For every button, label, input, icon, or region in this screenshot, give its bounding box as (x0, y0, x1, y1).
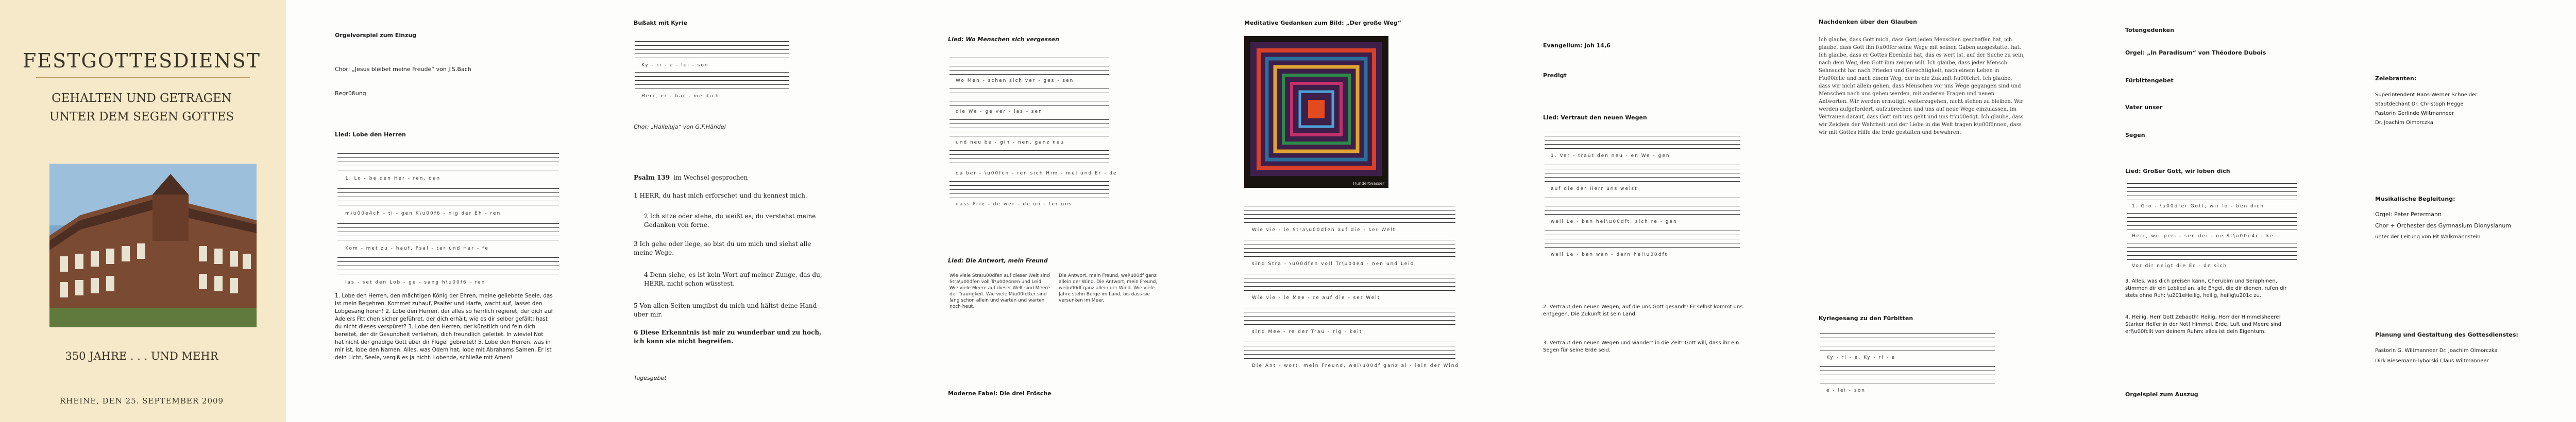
lyrics: Wie vie - le Stra\u00dfen auf die - ser Welt (1252, 227, 1396, 233)
section-heading: Orgelvorspiel zum Einzug (335, 32, 417, 39)
school-building-photo (49, 164, 257, 327)
music-staff (1820, 333, 1995, 352)
music-staff (950, 181, 1109, 200)
lyrics: Wo Men - schen sich ver - ges - sen (956, 78, 1074, 83)
music-staff (337, 257, 559, 276)
music-staff (1545, 198, 1740, 216)
music-staff (1244, 240, 1455, 258)
hymn-title: Lied: Lobe den Herren (335, 131, 406, 138)
hundertwasser-painting (1244, 36, 1388, 188)
credit-line: Stadtdechant Dr. Christoph Hegge (2375, 101, 2464, 107)
music-staff (1244, 274, 1455, 292)
hymn-title: Lied: Großer Gott, wir loben dich (2125, 168, 2230, 174)
verse-text: Die Antwort, mein Freund, wei\u00df ganz allein der Wind. Die Antwort, mein Freund, wei\u00df ganz allein der Wind. Wie viele Jahre stehn Berge im Land, bis dass sie versunken im Meer. (1059, 273, 1158, 303)
credit-line: unter der Leitung von Pit Walkmannstein (2375, 234, 2481, 240)
cover-motto-1: GEHALTEN UND GETRAGEN (52, 92, 232, 105)
hymn-title: Lied: Wo Menschen sich vergessen (948, 36, 1059, 43)
lyrics: e - lei - son (1826, 388, 1866, 393)
psalm-line: 2 Ich sitze oder stehe, du weißt es; du verstehst meine Gedanken von ferne. (644, 213, 816, 228)
lyrics: Vor dir neigt die Er - de sich (2132, 263, 2228, 269)
verse-text: 3. Alles, was dich preisen kann, Cherubim und Seraphinen, stimmen dir ein Loblied an, alle Engel, die dir dienen, rufen dir stets ohne Ruh: \u201eHeilig, heilig, heilig\u201c zu. (2125, 278, 2287, 298)
lyrics: Herr, wir prei - sen dei - ne St\u00e4r - ke (2132, 234, 2274, 239)
psalm-line: 1 HERR, du hast mich erforschet und du kennest mich. (634, 192, 807, 199)
psalm-line: 6 Diese Erkenntnis ist mir zu wunderbar und zu hoch, ich kann sie nicht begreifen. (634, 329, 822, 345)
lyrics: Ky - ri - e - lei - son (641, 63, 709, 68)
credit-line: Pastorin G. Wiltmanneer Dr. Joachim Olmorczka (2375, 348, 2498, 354)
credits-heading: Zelebranten: (2375, 75, 2417, 82)
psalm-line: 3 Ich gehe oder liege, so bist du um mich und siehst alle meine Wege. (634, 240, 811, 256)
music-staff (2127, 243, 2297, 261)
credit-line: Pastorin Gerlinde Wiltmanneer (2375, 111, 2454, 116)
music-staff (635, 72, 789, 91)
psalm-line: 4 Denn siehe, es ist kein Wort auf meiner Zunge, das du, HERR, nicht schon wüsstest. (644, 271, 822, 287)
panel-meditation (1216, 0, 1515, 422)
reflection-text: Ich glaube, dass Gott mich, dass Gott jeden Menschen geschaffen hat, ich glaube, dass Gott ihn f\u00fcr seine Wege mit seinen Gaben ausgestattet hat. Ich glaube, dass er Gottes Ebenbild hat, das es wert ist, auf der Suche zu sein, nach dem Weg, den Gott ihm zeigen will. Ich glaube, dass jeder Mensch Sehnsucht hat nach Frieden und Gerechtigkeit, nach einem Leben in F\u00fclle und nach einem Weg, der in die Zukunft f\u00fchrt. Ich glaube, dass wir nicht allein gehen, dass Menschen vor uns Wege gegangen sind und Menschen nach uns gehen werden, mit anderen Fragen und neuen Antworten. Wir werden ermutigt, weiterzugehen, nicht stehen zu bleiben. Wir werden aufgefordert, aufzubrechen und uns auf neue Wege einzulassen, im Vertrauen darauf, dass Gott mit uns geht und uns tr\u00e4gt. Ich glaube, dass wir Zeichen der Wahrheit und der Liebe in die Welt tragen k\u00f6nnen, dass wir mit Gottes Hilfe die Erde gestalten und bewahren. (1819, 37, 2025, 135)
lyrics: 1. Ver - traut den neu - en We - gen (1551, 153, 1670, 159)
lyrics: und neu be - gin - nen, ganz neu (956, 140, 1065, 145)
section-heading: Begrüßung (335, 90, 366, 97)
panel-order-2 (603, 0, 914, 422)
lyrics: 1. Lo - be den Her - ren, den (345, 176, 441, 181)
panel-order-3 (914, 0, 1216, 422)
section-heading: Chor: „Jesus bleibet meine Freude“ von J.S.Bach (335, 66, 471, 73)
music-staff (635, 41, 789, 60)
lyrics: Ky - ri - e, Ky - ri - e (1826, 355, 1896, 360)
music-staff (1545, 165, 1740, 183)
lyrics: weil Le - ben hei\u00dft: sich re - gen (1551, 219, 1677, 224)
psalm-number: Psalm 139 (634, 174, 670, 181)
music-staff (1545, 231, 1740, 249)
lyrics: auf die der Herr uns weist (1551, 186, 1638, 191)
section-heading: Bußakt mit Kyrie (634, 20, 687, 26)
section-heading: Nachdenken über den Glauben (1819, 19, 1917, 25)
music-staff (950, 119, 1109, 138)
section-heading: Totengedenken (2125, 27, 2174, 33)
section-heading: Segen (2125, 132, 2145, 138)
music-staff (1545, 132, 1740, 150)
music-staff (337, 153, 559, 172)
lyrics: las - set den Lob - ge - sang h\u00f6 - ren (345, 280, 486, 285)
credit-line: Dr. Joachim Olmorczka (2375, 120, 2433, 126)
section-heading: Meditative Gedanken zum Bild: „Der große Weg“ (1244, 20, 1401, 26)
music-staff (337, 188, 559, 207)
lyrics: dass Frie - de wer - de un - ter uns (956, 202, 1073, 207)
cover-title: FESTGOTTESDIENST (22, 49, 261, 72)
lyrics: weil Le - ben wan - dern hei\u00dft (1551, 252, 1668, 257)
psalm-heading (634, 174, 748, 181)
section-heading: Orgel: „In Paradisum“ von Théodore Dubois (2125, 49, 2266, 56)
music-staff (1244, 206, 1455, 224)
section-heading: Vater unser (2125, 104, 2163, 111)
panel-reflection (1783, 0, 2076, 422)
hymn-title: Lied: Vertraut den neuen Wegen (1543, 114, 1647, 121)
music-staff (337, 223, 559, 242)
section-heading: Orgelspiel zum Auszug (2125, 391, 2198, 398)
music-staff (950, 89, 1109, 107)
verse-text: 3. Vertraut den neuen Wegen und wandert in die Zeit! Gott will, dass ihr ein Segen für seine Erde seid. (1543, 340, 1739, 353)
music-staff (1244, 308, 1455, 326)
lyrics: sind Mee - re der Trau - rig - keit (1252, 329, 1363, 335)
panel-order-1 (286, 0, 603, 422)
lyrics: 1. Gro - \u00dfer Gott, wir lo - ben dich (2132, 204, 2264, 209)
psalm-mode: im Wechsel gesprochen (673, 174, 748, 181)
psalm-line: 5 Von allen Seiten umgibst du mich und hältst deine Hand über mir. (634, 302, 817, 318)
lyrics: die We - ge ver - las - sen (956, 109, 1043, 114)
verse-text: Wie viele Stra\u00dfen auf dieser Welt sind Stra\u00dfen voll Tr\u00e4nen und Leid. Wie viele Meere auf dieser Welt sind Meere der Traurigkeit. Wie viele M\u00fctter sind lang schon allein und warten und warten noch heut. (950, 273, 1050, 309)
lyrics: sind Stra - \u00dfen voll Tr\u00e4 - nen und Leid (1252, 261, 1415, 267)
divider (36, 77, 250, 78)
lyrics: Herr, er - bar - me dich (641, 94, 720, 99)
panel-order-4 (1515, 0, 1783, 422)
lyrics: Die Ant - wort, mein Freund, wei\u00df ganz al - lein der Wind (1252, 363, 1460, 368)
lyrics: Wie vie - le Mee - re auf die - ser Welt (1252, 295, 1381, 301)
section-heading: Moderne Fabel: Die drei Frösche (948, 390, 1052, 397)
section-heading: Kyriegesang zu den Fürbitten (1819, 315, 1913, 322)
verse-text: 2. Vertraut den neuen Wegen, auf die uns Gott gesandt! Er selbst kommt uns entgegen. Die Zukunft ist sein Land. (1543, 304, 1743, 317)
section-heading: Chor: „Halleluja“ von G.F.Händel (634, 124, 726, 130)
section-heading: Fürbittengebet (2125, 77, 2174, 84)
verse-text: 4. Heilig, Herr Gott Zebaoth! Heilig, Herr der Himmelsheere! Starker Helfer in der Not! Himmel, Erde, Luft und Meere sind erf\u00fcllt von deinem Ruhm; alles ist dein Eigentum. (2125, 314, 2281, 335)
credits-heading: Musikalische Begleitung: (2375, 196, 2455, 202)
music-staff (2127, 213, 2297, 232)
credit-line: Orgel: Peter Petermann (2375, 211, 2442, 218)
credits-heading: Planung und Gestaltung des Gottesdienstes: (2375, 331, 2518, 338)
music-staff (2127, 183, 2297, 202)
credit-line: Superintendent Hans-Werner Schneider (2375, 92, 2478, 98)
credits-list (2375, 91, 2477, 128)
lyrics: m\u00e4ch - ti - gen K\u00f6 - nig der Eh - ren (345, 211, 501, 216)
panel-order-5 (2076, 0, 2318, 422)
front-cover (0, 0, 286, 422)
lyrics: Kom - met zu - hauf, Psal - ter und Har - fe (345, 246, 489, 251)
panel-credits (2318, 0, 2576, 422)
cover-motto-2: UNTER DEM SEGEN GOTTES (49, 110, 234, 124)
credit-line: Dirk Biesemann-Tyborski Claus Wiltmanneer (2375, 358, 2489, 364)
music-staff (950, 150, 1109, 169)
section-heading: Tagesgebet (634, 375, 667, 381)
lyrics: da ber - \u00fch - ren sich Him - mel und Er - de (956, 171, 1117, 176)
hymn-verses: 1. Lobe den Herren, den mächtigen König der Ehren, meine geliebete Seele, das ist mein Begehren. Kommet zuhauf, Psalter und Harfe, wacht auf, lasset den Lobgesang hören! 2. Lobe den Herren, der alles so herrlich regieret, der dich auf Adelers Fittichen sicher geführet, der dich erhält, wie es dir selber gefällt; hast du nicht dieses verspüret? 3. Lobe den Herren, der künstlich und fein dich bereitet, der dir Gesundheit verliehen, dich freundlich geleitet. In wieviel Not hat nicht der gnädige Gott über dir Flügel gebreitet! 5. Lobe den Herren, was in mir ist, lobe den Namen. Alles, was Odem hat, lobe mit Abrahams Samen. Er ist dein Licht, Seele, vergiß es ja nicht. Lobende, schließe mit Amen! (335, 293, 553, 361)
music-staff (1820, 366, 1995, 385)
music-staff (1244, 342, 1455, 360)
hymn-title: Lied: Die Antwort, mein Freund (948, 257, 1048, 264)
cover-place-date: RHEINE, DEN 25. SEPTEMBER 2009 (59, 396, 224, 406)
section-heading: Evangelium: Joh 14,6 (1543, 42, 1611, 49)
music-staff (950, 58, 1109, 76)
cover-years: 350 JAHRE . . . UND MEHR (65, 350, 218, 362)
credit-line: Chor + Orchester des Gymnasium Dionysianum (2375, 222, 2512, 229)
section-heading: Predigt (1543, 72, 1567, 79)
painting-caption: Hundertwasser (1353, 181, 1384, 186)
